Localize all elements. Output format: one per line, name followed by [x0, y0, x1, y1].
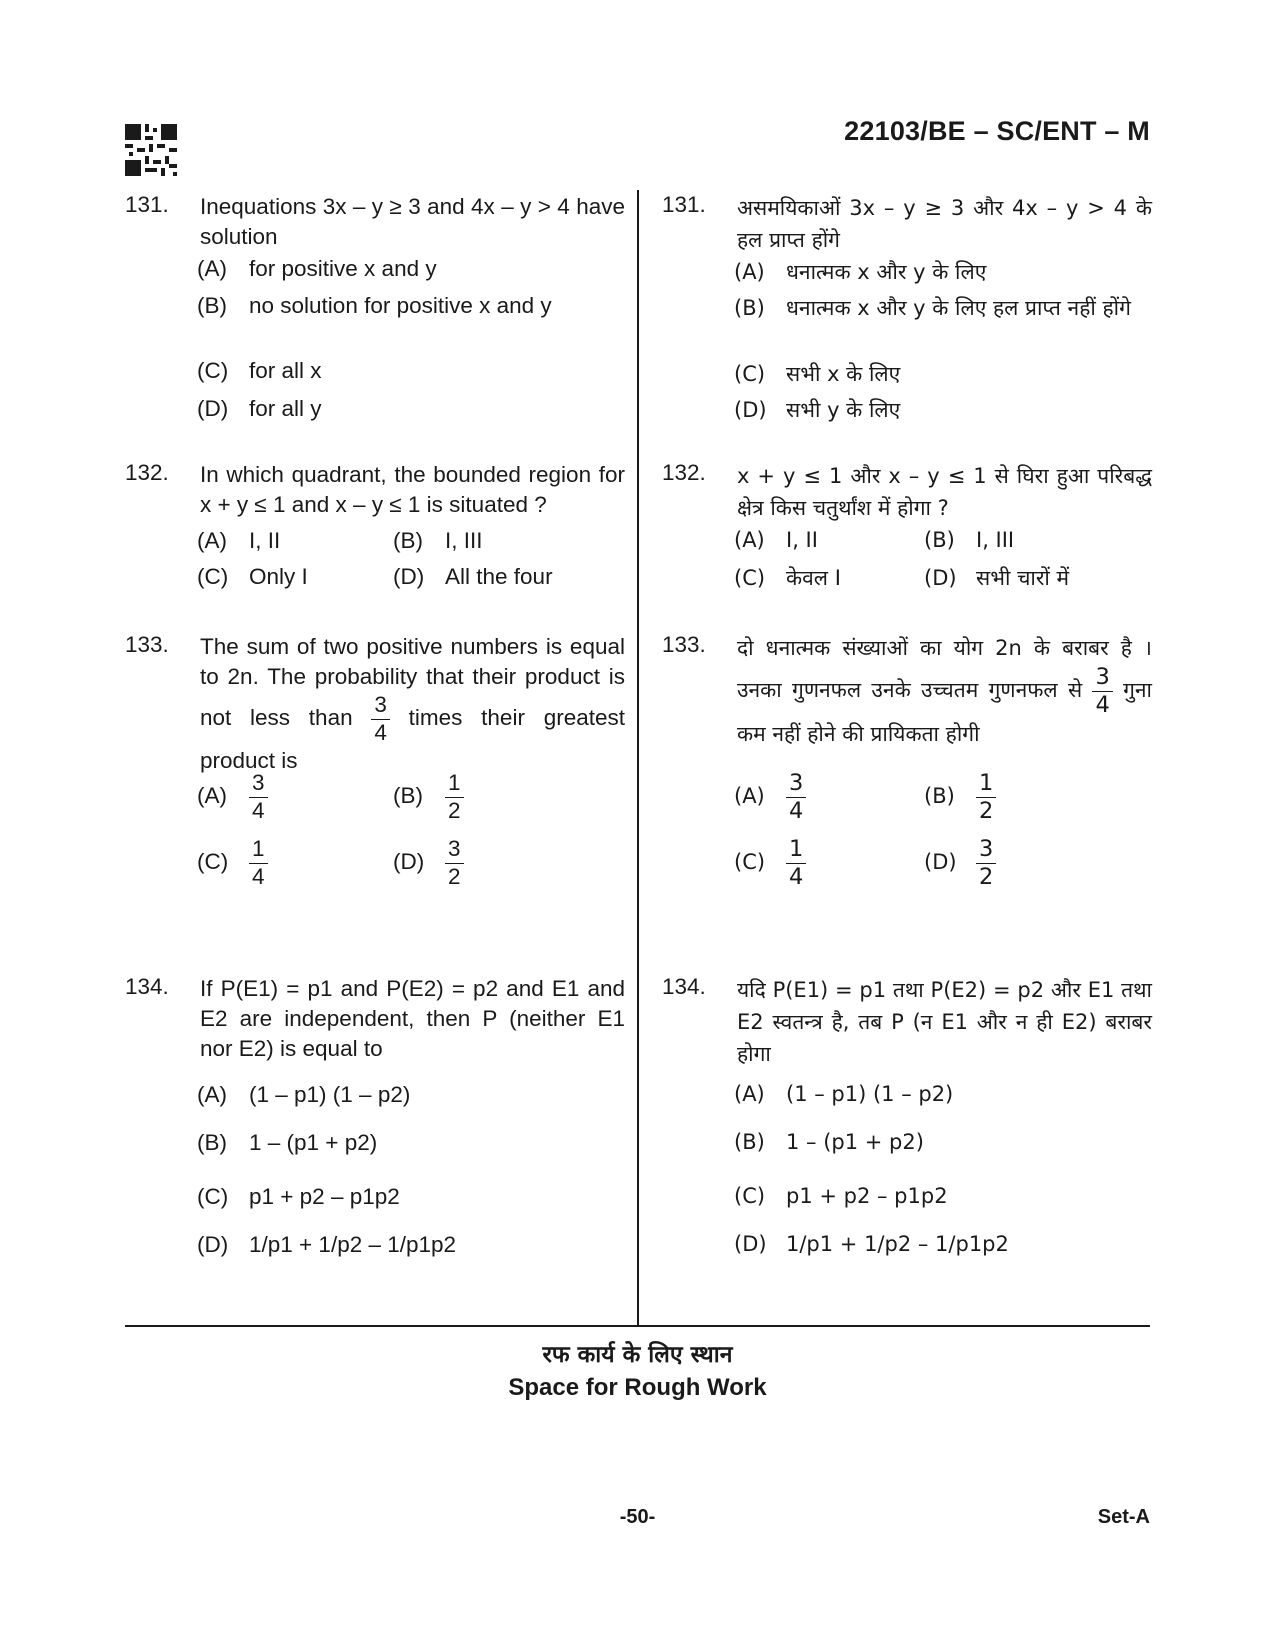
option-a[interactable]: (A) (1 – p1) (1 – p2)	[197, 1082, 411, 1107]
question-stem: In which quadrant, the bounded region for x + y ≤ 1 and x – y ≤ 1 is situated ?	[200, 462, 625, 517]
question-number: 134.	[662, 974, 706, 999]
question-stem: Inequations 3x – y ≥ 3 and 4x – y > 4 have solution	[200, 194, 625, 249]
option-c[interactable]: (C) p1 + p2 – p1p2	[734, 1184, 948, 1208]
option-a[interactable]: (A) for positive x and y	[197, 256, 437, 281]
question-number: 134.	[125, 974, 169, 999]
option-b[interactable]: (B) $\frac{1}{2}$	[393, 770, 464, 824]
option-b[interactable]: (B) $\frac{1}{2}$	[924, 770, 996, 824]
option-d[interactable]: (D) 1/p1 + 1/p2 – 1/p1p2	[734, 1232, 1009, 1256]
question-number: 132.	[662, 460, 706, 485]
question-stem: If P(E1) = p1 and P(E2) = p2 and E1 and E2 are independent, then P (neither E1 nor E2) is equal to	[200, 976, 625, 1061]
option-d[interactable]: (D) for all y	[197, 396, 322, 421]
option-c[interactable]: (C) $\frac{1}{4}$	[197, 836, 268, 890]
question-stem: यदि P(E1) = p1 तथा P(E2) = p2 और E1 तथा E2 स्वतन्त्र है, तब P (न E1 और न ही E2) बराबर होगा	[737, 978, 1152, 1066]
rough-work-heading-hindi: रफ कार्य के लिए स्थान	[542, 1342, 733, 1368]
question-stem: The sum of two positive numbers is equal to 2n. The probability that their product is not less than $\frac{3}{4}$ times their greatest product is	[200, 634, 625, 773]
question-number: 131.	[662, 192, 706, 217]
option-a[interactable]: (A) I, II	[734, 528, 818, 552]
question-number: 131.	[125, 192, 169, 217]
footer-divider	[125, 1325, 1150, 1327]
option-c[interactable]: (C) केवल I	[734, 566, 841, 590]
qr-code-icon	[125, 124, 177, 176]
question-stem: x + y ≤ 1 और x – y ≤ 1 से घिरा हुआ परिबद्ध क्षेत्र किस चतुर्थांश में होगा ?	[737, 464, 1152, 520]
question-number: 132.	[125, 460, 169, 485]
option-c[interactable]: (C) for all x	[197, 358, 322, 383]
option-c[interactable]: (C) सभी x के लिए	[734, 362, 901, 386]
option-a[interactable]: (A) I, II	[197, 528, 281, 553]
option-d[interactable]: (D) 1/p1 + 1/p2 – 1/p1p2	[197, 1232, 457, 1257]
option-a[interactable]: (A) (1 – p1) (1 – p2)	[734, 1082, 954, 1106]
fraction: $\frac{3}{4}$	[1092, 664, 1112, 718]
option-a[interactable]: (A) $\frac{3}{4}$	[734, 770, 806, 824]
paper-code: 22103/BE – SC/ENT – M	[844, 116, 1150, 146]
option-d[interactable]: (D) $\frac{3}{2}$	[924, 836, 996, 890]
rough-work-heading-english: Space for Rough Work	[508, 1374, 767, 1401]
option-a[interactable]: (A) धनात्मक x और y के लिए	[734, 260, 987, 284]
option-b[interactable]: (B) I, III	[924, 528, 1015, 552]
option-b[interactable]: (B) 1 – (p1 + p2)	[734, 1130, 924, 1154]
option-d[interactable]: (D) सभी y के लिए	[734, 398, 901, 422]
fraction: $\frac{3}{4}$	[371, 692, 390, 746]
option-d[interactable]: (D) All the four	[393, 564, 553, 589]
question-stem: दो धनात्मक संख्याओं का योग 2n के बराबर है । उनका गुणनफल उनके उच्चतम गुणनफल से $\frac{3}{4}$ गुना कम नहीं होने की प्रायिकता होगी	[737, 636, 1152, 746]
option-c[interactable]: (C) p1 + p2 – p1p2	[197, 1184, 400, 1209]
page-number: -50-	[619, 1506, 656, 1528]
option-d[interactable]: (D) सभी चारों में	[924, 566, 1070, 590]
option-b[interactable]: (B) 1 – (p1 + p2)	[197, 1130, 378, 1155]
option-c[interactable]: (C) $\frac{1}{4}$	[734, 836, 806, 890]
option-b[interactable]: (B) धनात्मक x और y के लिए हल प्राप्त नहीं होंगे	[734, 296, 1131, 320]
question-number: 133.	[125, 632, 169, 657]
option-b[interactable]: (B) no solution for positive x and y	[197, 293, 552, 318]
option-a[interactable]: (A) $\frac{3}{4}$	[197, 770, 268, 824]
question-number: 133.	[662, 632, 706, 657]
option-d[interactable]: (D) $\frac{3}{2}$	[393, 836, 464, 890]
option-c[interactable]: (C) Only I	[197, 564, 308, 589]
column-divider	[637, 190, 639, 1325]
set-label: Set-A	[1097, 1506, 1150, 1528]
option-b[interactable]: (B) I, III	[393, 528, 483, 553]
question-stem: असमयिकाओं 3x – y ≥ 3 और 4x – y > 4 के हल प्राप्त होंगे	[737, 196, 1152, 252]
